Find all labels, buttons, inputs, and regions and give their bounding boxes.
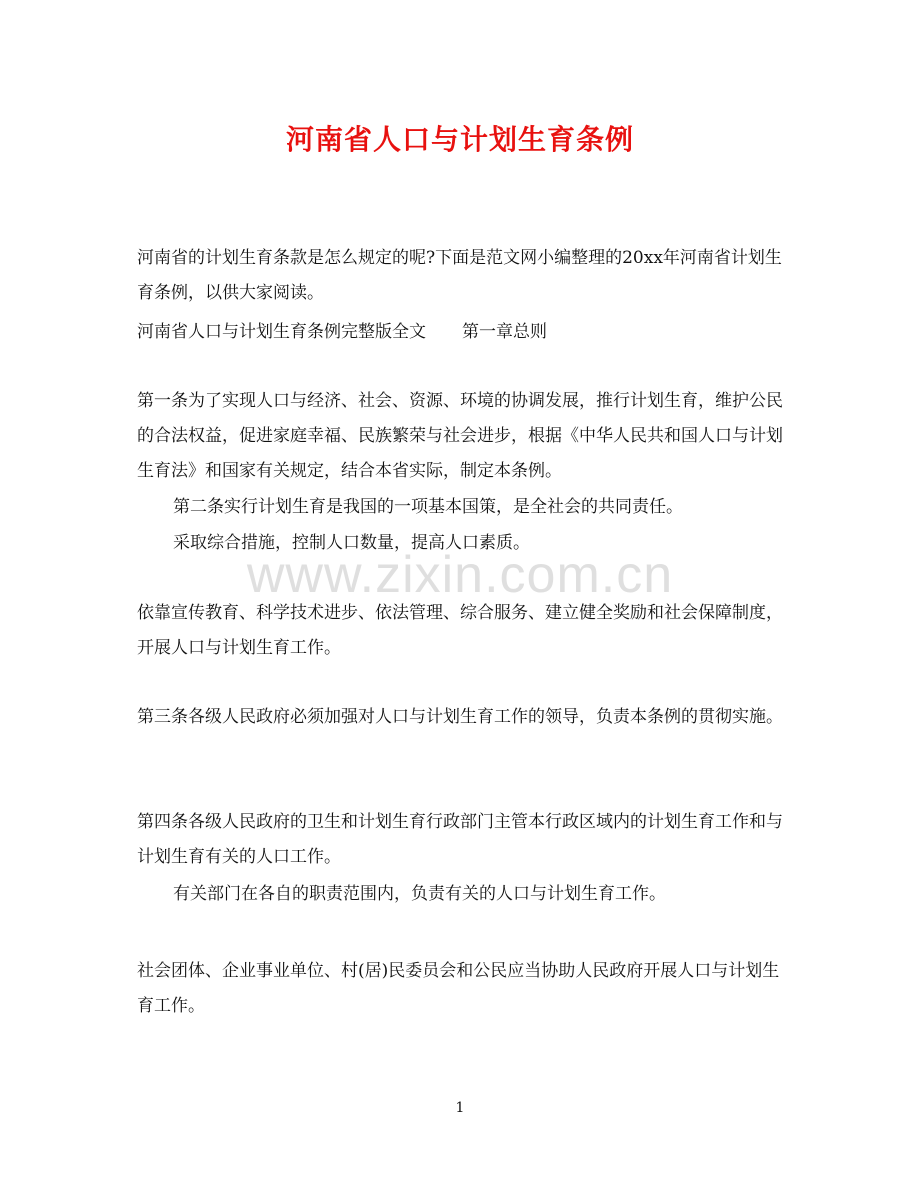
subtitle-left: 河南省人口与计划生育条例完整版全文 (137, 322, 426, 342)
subtitle-line (137, 315, 787, 350)
watermark: www.zixin.com.cn (246, 546, 674, 604)
article-4-departments: 有关部门在各自的职责范围内，负责有关的人口与计划生育工作。 (173, 884, 666, 904)
article-4-society: 社会团体、企业事业单位、村(居)民委员会和公民应当协助人民政府开展人口与计划生育工作。 (137, 961, 780, 1016)
article-3: 第三条各级人民政府必须加强对人口与计划生育工作的领导，负责本条例的贯彻实施。 (137, 707, 783, 727)
intro-paragraph: 河南省的计划生育条款是怎么规定的呢?下面是范文网小编整理的20xx年河南省计划生育条例，以供大家阅读。 (137, 248, 782, 303)
article-2: 第二条实行计划生育是我国的一项基本国策，是全社会的共同责任。 (173, 497, 683, 517)
chapter-heading: 第一章总则 (462, 322, 547, 342)
page-number: 1 (455, 1100, 465, 1116)
article-4: 第四条各级人民政府的卫生和计划生育行政部门主管本行政区域内的计划生育工作和与计划生育有关的人口工作。 (137, 812, 783, 867)
article-2-measures: 采取综合措施，控制人口数量，提高人口素质。 (173, 533, 530, 553)
article-1: 第一条为了实现人口与经济、社会、资源、环境的协调发展，推行计划生育，维护公民的合法权益，促进家庭幸福、民族繁荣与社会进步，根据《中华人民共和国人口与计划生育法》和国家有关规定，结合本省实际，制定本条例。 (137, 391, 783, 481)
article-2-approach: 依靠宣传教育、科学技术进步、依法管理、综合服务、建立健全奖励和社会保障制度，开展人口与计划生育工作。 (137, 603, 783, 658)
document-title: 河南省人口与计划生育条例 (285, 123, 634, 156)
